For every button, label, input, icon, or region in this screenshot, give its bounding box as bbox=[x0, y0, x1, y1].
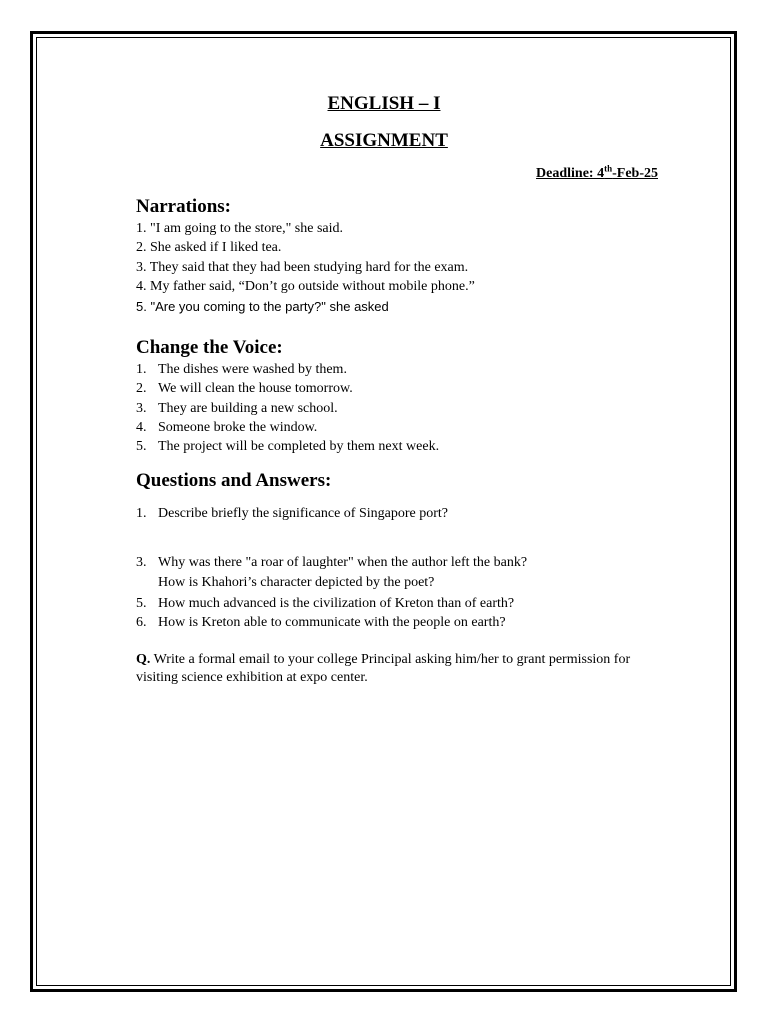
item-text: How is Kreton able to communicate with the people on earth? bbox=[158, 615, 506, 630]
document-title: ENGLISH – I bbox=[327, 93, 441, 114]
deadline-superscript: th bbox=[604, 163, 613, 174]
item-text: Describe briefly the significance of Singapore port? bbox=[158, 506, 449, 521]
final-question-text: Write a formal email to your college Principal asking him/her to grant permission for visiting science exhibition at expo center. bbox=[136, 652, 631, 685]
item-text: How is Khahori’s character depicted by the poet? bbox=[158, 575, 435, 590]
deadline-label: Deadline: 4 bbox=[536, 166, 605, 181]
item-number: 5. bbox=[136, 439, 147, 454]
item-number: 3. bbox=[136, 401, 147, 416]
voice-item bbox=[136, 400, 338, 418]
voice-item bbox=[136, 419, 317, 437]
qa-item bbox=[136, 614, 506, 632]
item-text: We will clean the house tomorrow. bbox=[158, 381, 353, 396]
narration-item: 3. They said that they had been studying hard for the exam. bbox=[136, 260, 469, 275]
voice-item bbox=[136, 438, 439, 456]
voice-heading: Change the Voice: bbox=[136, 337, 283, 358]
qa-item bbox=[136, 505, 448, 523]
document-subtitle: ASSIGNMENT bbox=[320, 130, 448, 151]
qa-heading: Questions and Answers: bbox=[136, 470, 332, 491]
qa-item bbox=[136, 554, 527, 572]
narration-item: 5. "Are you coming to the party?" she asked bbox=[136, 299, 389, 314]
final-question bbox=[136, 651, 656, 687]
final-question-label: Q. bbox=[136, 652, 151, 667]
item-number: 1. bbox=[136, 362, 147, 377]
item-number: 2. bbox=[136, 381, 147, 396]
qa-item bbox=[136, 595, 514, 613]
voice-item bbox=[136, 380, 353, 398]
narration-item: 4. My father said, “Don’t go outside without mobile phone.” bbox=[136, 279, 475, 294]
narrations-heading: Narrations: bbox=[136, 196, 231, 217]
deadline bbox=[536, 163, 658, 182]
qa-item bbox=[136, 574, 434, 592]
item-number: 5. bbox=[136, 596, 147, 611]
deadline-rest: -Feb-25 bbox=[612, 166, 658, 181]
item-number: 4. bbox=[136, 420, 147, 435]
narration-item: 2. She asked if I liked tea. bbox=[136, 240, 282, 255]
item-number: 1. bbox=[136, 506, 147, 521]
item-text: They are building a new school. bbox=[158, 401, 338, 416]
item-text: Why was there "a roar of laughter" when the author left the bank? bbox=[158, 555, 528, 570]
item-text: The dishes were washed by them. bbox=[158, 362, 347, 377]
voice-item bbox=[136, 361, 347, 379]
item-text: How much advanced is the civilization of Kreton than of earth? bbox=[158, 596, 515, 611]
item-text: Someone broke the window. bbox=[158, 420, 318, 435]
item-number: 3. bbox=[136, 555, 147, 570]
item-text: The project will be completed by them next week. bbox=[158, 439, 440, 454]
item-number: 6. bbox=[136, 615, 147, 630]
narration-item: 1. "I am going to the store," she said. bbox=[136, 221, 344, 236]
